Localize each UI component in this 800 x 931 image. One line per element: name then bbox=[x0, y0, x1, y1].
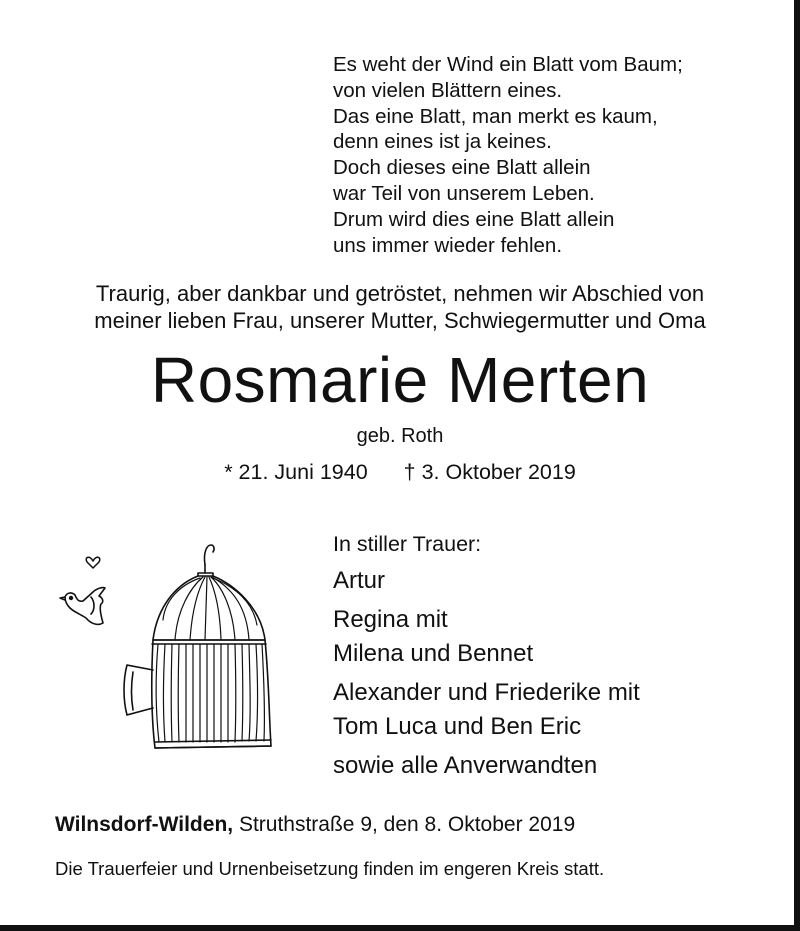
place-and-date bbox=[55, 811, 575, 839]
mourner-line: sowie alle Anverwandten bbox=[333, 751, 598, 779]
heart-icon bbox=[86, 557, 100, 568]
mourner-line: Tom Luca und Ben Eric bbox=[333, 713, 582, 740]
birdcage-illustration bbox=[55, 540, 295, 765]
poem-line: denn eines ist ja keines. bbox=[333, 130, 552, 154]
poem-line: uns immer wieder fehlen. bbox=[333, 233, 563, 257]
birth-name: geb. Roth bbox=[356, 425, 444, 447]
mourners-heading: In stiller Trauer: bbox=[333, 532, 482, 556]
address-date: Struthstraße 9, den 8. Oktober 2019 bbox=[233, 813, 576, 836]
bird-icon bbox=[60, 588, 105, 625]
life-dates bbox=[0, 458, 800, 486]
poem-line: Doch dieses eine Blatt allein bbox=[333, 156, 591, 180]
death-date: † 3. Oktober 2019 bbox=[403, 460, 576, 484]
place-name: Wilnsdorf-Wilden, bbox=[55, 813, 234, 836]
birth-date: * 21. Juni 1940 bbox=[224, 460, 368, 484]
poem-line: Es weht der Wind ein Blatt vom Baum; bbox=[333, 53, 683, 76]
poem-line: war Teil von unserem Leben. bbox=[333, 181, 595, 205]
intro-text bbox=[0, 280, 800, 334]
intro-line-2: meiner lieben Frau, unserer Mutter, Schwiegermutter und Oma bbox=[94, 308, 706, 333]
poem-line: Das eine Blatt, man merkt es kaum, bbox=[333, 104, 658, 128]
mourners bbox=[333, 530, 640, 783]
deceased-name: Rosmarie Merten bbox=[150, 344, 650, 416]
birdcage-icon bbox=[124, 545, 271, 748]
mourner-line: Regina mit bbox=[333, 605, 448, 633]
mourner-line: Artur bbox=[333, 567, 386, 594]
poem-line: von vielen Blättern eines. bbox=[333, 78, 563, 102]
poem bbox=[333, 52, 683, 258]
intro-line-1: Traurig, aber dankbar und getröstet, nehmen wir Abschied von bbox=[95, 281, 705, 306]
mourner-line: Alexander und Friederike mit bbox=[333, 678, 640, 706]
poem-line: Drum wird dies eine Blatt allein bbox=[333, 207, 615, 231]
mourner-line: Milena und Bennet bbox=[333, 640, 534, 667]
ceremony-note: Die Trauerfeier und Urnenbeisetzung finden im engeren Kreis statt. bbox=[55, 858, 605, 879]
